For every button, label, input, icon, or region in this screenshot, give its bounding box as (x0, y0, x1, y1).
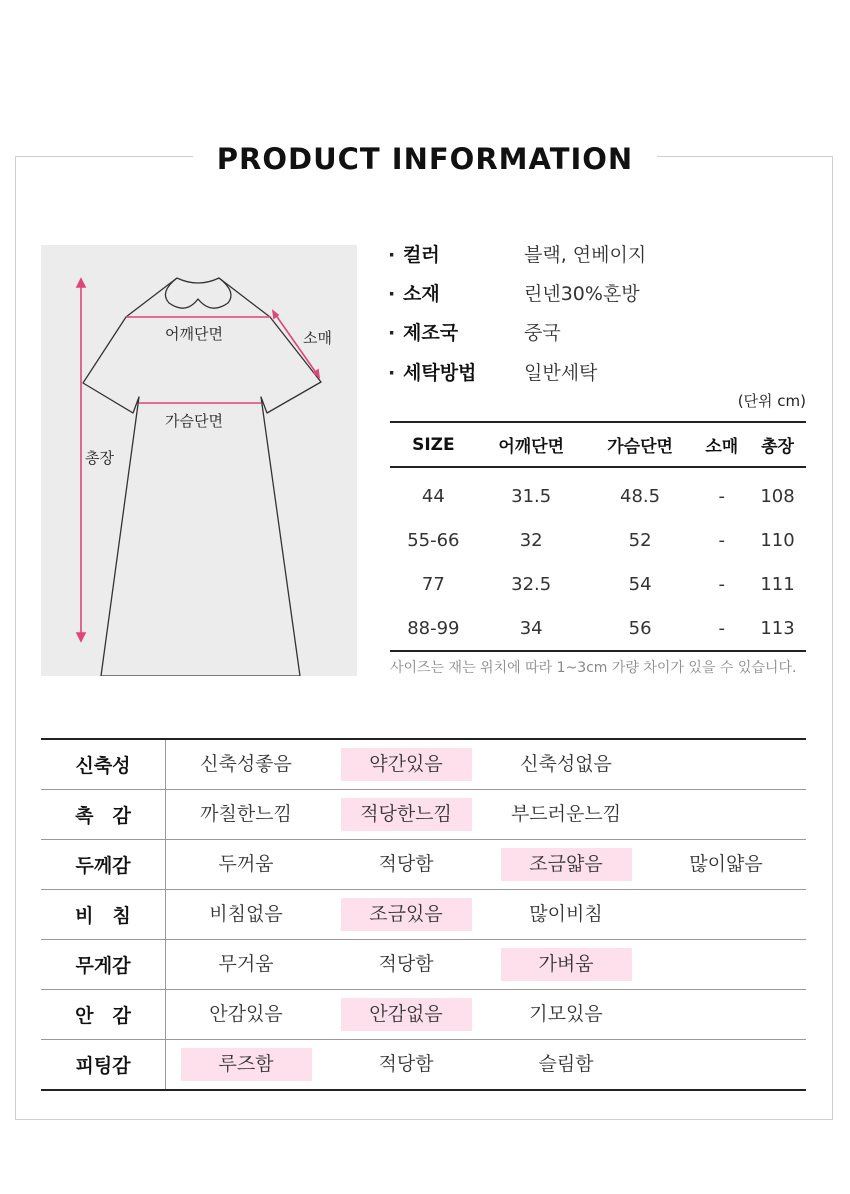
feel-option: 신축성없음 (520, 753, 612, 775)
feel-option: 안감있음 (209, 1003, 283, 1025)
feel-option: 두꺼움 (218, 853, 274, 875)
feel-label: 비 침 (41, 890, 166, 940)
feel-option-cell (646, 940, 806, 990)
feel-option-selected: 약간있음 (341, 748, 472, 781)
feel-option-cell (326, 940, 486, 990)
feel-row (41, 940, 806, 990)
feel-option: 부드러운느낌 (510, 803, 622, 825)
feel-label: 피팅감 (41, 1040, 166, 1091)
feel-label: 두께감 (41, 840, 166, 890)
size-cell: - (718, 573, 726, 595)
spec-value: 중국 (524, 322, 561, 344)
spec-value: 일반세탁 (524, 362, 598, 384)
size-header: 어깨단면 (477, 422, 586, 467)
size-cell: 48.5 (620, 485, 661, 507)
feel-option-cell (646, 890, 806, 940)
feel-option: 적당함 (378, 1053, 434, 1075)
spec-value: 블랙, 연베이지 (524, 244, 647, 266)
feel-option-selected: 안감없음 (341, 998, 472, 1031)
spec-key: 컬러 (403, 244, 440, 266)
size-cell: 111 (760, 573, 795, 595)
feel-label: 무게감 (41, 940, 166, 990)
size-cell: 108 (760, 485, 795, 507)
feel-option-cell (166, 940, 327, 990)
bullet-icon: · (388, 244, 396, 266)
feel-option-cell (166, 840, 327, 890)
bullet-icon: · (388, 362, 396, 384)
spec-value: 린넨30%혼방 (524, 283, 640, 305)
size-header: 소매 (695, 422, 749, 467)
spec-key: 세탁방법 (403, 362, 477, 384)
feel-option-cell (326, 990, 486, 1040)
feel-row (41, 1040, 806, 1091)
unit-label: (단위 cm) (737, 392, 806, 410)
feel-option-cell (486, 1040, 646, 1091)
feel-option-cell (326, 739, 486, 790)
size-cell: 110 (760, 529, 795, 551)
feel-row (41, 990, 806, 1040)
feel-option-cell (486, 739, 646, 790)
feel-option-selected: 가벼움 (501, 948, 632, 981)
size-header: SIZE (390, 422, 477, 467)
feel-option-selected: 루즈함 (181, 1048, 312, 1081)
feel-option-cell (326, 790, 486, 840)
feel-option-selected: 적당한느낌 (341, 798, 472, 831)
feel-option-cell (486, 840, 646, 890)
feel-row (41, 790, 806, 840)
feel-label: 촉 감 (41, 790, 166, 840)
size-cell: 54 (628, 573, 652, 595)
feel-option-cell (486, 990, 646, 1040)
feel-option: 비침없음 (209, 903, 283, 925)
feel-option-cell (646, 1040, 806, 1091)
feel-option-cell (486, 890, 646, 940)
feel-option-cell (646, 739, 806, 790)
feel-option-cell (166, 1040, 327, 1091)
size-cell: 56 (586, 606, 695, 651)
size-cell: 77 (421, 573, 445, 595)
feel-option-selected: 조금있음 (341, 898, 472, 931)
feel-option-cell (486, 940, 646, 990)
size-cell: 55-66 (407, 529, 460, 551)
size-cell: 52 (628, 529, 652, 551)
feel-row (41, 840, 806, 890)
dress-diagram (41, 245, 357, 676)
size-header-row (390, 422, 806, 467)
feel-option: 신축성좋음 (200, 753, 292, 775)
feel-option-cell (166, 739, 327, 790)
size-cell: - (695, 606, 749, 651)
feel-option-selected: 조금얇음 (501, 848, 632, 881)
feel-option: 기모있음 (529, 1003, 603, 1025)
chest-label: 가슴단면 (165, 412, 223, 430)
feel-option-cell (326, 890, 486, 940)
size-cell: 113 (749, 606, 806, 651)
feel-option-cell (166, 890, 327, 940)
feel-option: 적당함 (378, 953, 434, 975)
size-header: 총장 (749, 422, 806, 467)
feel-option-cell (486, 790, 646, 840)
feel-row (41, 739, 806, 790)
feel-option-cell (646, 790, 806, 840)
size-table (390, 421, 806, 652)
size-cell: - (718, 485, 726, 507)
feel-option: 많이얇음 (689, 853, 763, 875)
table-row (390, 562, 806, 606)
bullet-icon: · (388, 322, 396, 344)
size-note: 사이즈는 재는 위치에 따라 1~3cm 가량 차이가 있을 수 있습니다. (390, 660, 797, 676)
feel-row (41, 890, 806, 940)
feel-label: 신축성 (41, 739, 166, 790)
feel-option-cell (646, 990, 806, 1040)
sleeve-label: 소매 (303, 329, 332, 347)
feel-option: 슬림함 (538, 1053, 594, 1075)
size-cell: 31.5 (511, 485, 552, 507)
size-cell: 32 (519, 529, 543, 551)
table-row (390, 606, 806, 651)
feel-option: 많이비침 (529, 903, 603, 925)
feel-option: 까칠한느낌 (200, 803, 292, 825)
table-row (390, 518, 806, 562)
feel-option: 적당함 (378, 853, 434, 875)
feel-option-cell (166, 790, 327, 840)
feel-option-cell (326, 1040, 486, 1091)
size-header: 가슴단면 (586, 422, 695, 467)
size-cell: 88-99 (390, 606, 477, 651)
size-cell: - (718, 529, 726, 551)
spec-key: 소재 (403, 283, 440, 305)
title-wrap (0, 138, 850, 180)
length-label: 총장 (85, 449, 114, 467)
feel-label: 안 감 (41, 990, 166, 1040)
feel-option-cell (326, 840, 486, 890)
spec-key: 제조국 (403, 322, 459, 344)
feel-option-cell (646, 840, 806, 890)
page-title: PRODUCT INFORMATION (193, 138, 657, 180)
fabric-feel-table (41, 738, 806, 1091)
size-cell: 32.5 (511, 573, 552, 595)
bullet-icon: · (388, 283, 396, 305)
shoulder-label: 어깨단면 (165, 325, 223, 343)
feel-option-cell (166, 990, 327, 1040)
feel-option: 무거움 (218, 953, 274, 975)
size-cell: 44 (421, 485, 445, 507)
size-cell: 34 (477, 606, 586, 651)
table-row (390, 467, 806, 518)
